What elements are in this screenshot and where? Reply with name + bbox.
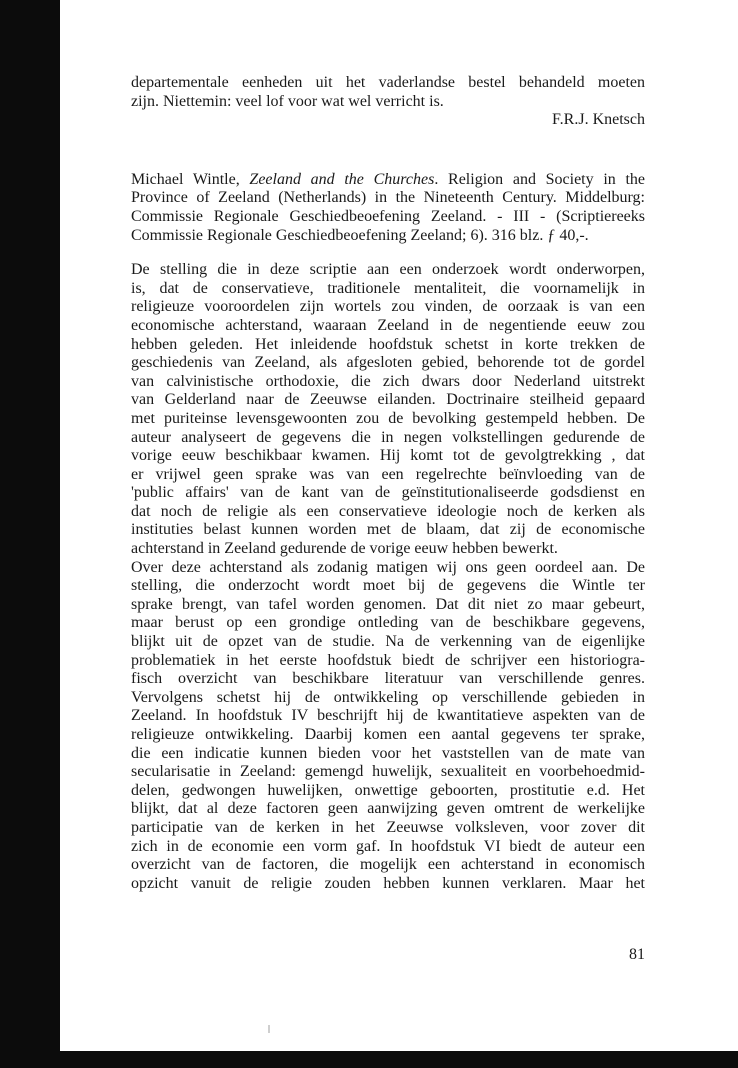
body-line: er vrijwel geen sprake was van een regelrechte beïnvloeding van de [131,465,645,483]
body-line: sprake brengt, van tafel worden genomen. Dat dit niet zo maar gebeurt, [131,595,645,613]
body-line: die een indicatie kunnen bieden voor het vaststellen van de mate van [131,744,645,762]
body-line: Over deze achterstand als zodanig matigen wij ons geen oordeel aan. De [131,558,645,576]
body-line: van calvinistische orthodoxie, die zich dwars door Nederland uitstrekt [131,372,645,390]
citation-title: Zeeland and the Churches [249,170,435,188]
page-number: 81 [629,946,645,963]
scan-border-left [0,0,60,1068]
reviewer-signature: F.R.J. Knetsch [552,111,645,129]
citation-author: Michael Wintle, [131,170,250,188]
book-citation [131,171,645,245]
body-line: maar berust op een grondige ontleding van de beschikbare gegevens, [131,614,645,632]
body-line: van Gelderland naar de Zeeuwse eilanden. Doctrinaire steilheid gepaard [131,391,645,409]
body-line: problematiek in het eerste hoofdstuk biedt de schrijver een historiogra- [131,651,645,669]
body-line: zich in de economie een vorm gaf. In hoofdstuk VI biedt de auteur een [131,837,645,855]
body-line: Vervolgens schetst hij de ontwikkeling op verschillende gebieden in [131,688,645,706]
body-line: participatie van de kerken in het Zeeuwse volksleven, voor zover dit [131,818,645,836]
body-line: is, dat de conservatieve, traditionele mentaliteit, die voornamelijk in [131,279,645,297]
body-line: met puriteinse levensgewoonten zou de bevolking gestempeld hebben. De [131,409,645,427]
scan-border-bottom [0,1051,738,1068]
previous-review-tail [131,74,645,130]
body-line: auteur analyseert de gegevens die in negen volkstellingen gedurende de [131,428,645,446]
body-line: achterstand in Zeeland gedurende de vorige eeuw hebben bewerkt. [131,540,558,558]
citation-line [131,171,645,190]
body-line: De stelling die in deze scriptie aan een onderzoek wordt onderworpen, [131,261,645,279]
body-line: opzicht vanuit de religie zouden hebben kunnen verklaren. Maar het [131,874,645,892]
text-line: zijn. Niettemin: veel lof voor wat wel verricht is. [131,92,444,110]
body-line: geschiedenis van Zeeland, als afgesloten gebied, behorende tot de gordel [131,354,645,372]
scan-speck [268,1025,270,1033]
body-line: 'public affairs' van de kant van de geïnstitutionaliseerde godsdienst en [131,484,645,502]
body-line: secularisatie in Zeeland: gemengd huwelijk, sexualiteit en voorbehoedmid- [131,763,645,781]
citation-line: Province of Zeeland (Netherlands) in the Nineteenth Century. Middelburg: [131,189,645,207]
page-text-block [131,74,645,893]
body-line: blijkt uit de opzet van de studie. Na de verkenning van de eigenlijke [131,633,645,651]
body-line: hebben geleden. Het inleidende hoofdstuk schetst in korte trekken de [131,335,645,353]
body-line: overzicht van de factoren, die mogelijk een achterstand in economisch [131,856,645,874]
body-line: Zeeland. In hoofdstuk IV beschrijft hij de kwantitatieve aspekten van de [131,707,645,725]
body-line: religieuze vooroordelen zijn wortels zou vinden, de oorzaak is van een [131,298,645,316]
citation-line: Commissie Regionale Geschiedbeoefening Zeeland; 6). 316 blz. ƒ 40,-. [131,226,589,244]
body-line: vorige eeuw beschikbaar kwamen. Hij komt tot de gevolgtrekking , dat [131,447,645,465]
body-line: fisch overzicht van beschikbare literatuur van verschillende genres. [131,670,645,688]
body-line: stelling, die onderzocht wordt moet bij de gegevens die Wintle ter [131,577,645,595]
body-line: instituties belast kunnen worden met de blaam, dat zij de economische [131,521,645,539]
body-line: economische achterstand, waaraan Zeeland in de negentiende eeuw zou [131,316,645,334]
text-line: departementale eenheden uit het vaderlandse bestel behandeld moeten [131,74,645,91]
body-line: dat noch de religie als een conservatieve ideologie noch de kerken als [131,502,645,520]
body-line: religieuze ontwikkeling. Daarbij komen een aantal gegevens ter sprake, [131,726,645,743]
citation-line: Commissie Regionale Geschiedbeoefening Zeeland. - III - (Scriptiereeks [131,207,645,225]
body-line: blijkt, dat al deze factoren geen aanwijzing geven omtrent de werkelijke [131,800,645,818]
review-body [131,261,645,893]
body-line: delen, gedwongen huwelijken, onwettige geboorten, prostitutie e.d. Het [131,781,645,799]
citation-line-rest: . Religion and Society in the [434,170,646,188]
